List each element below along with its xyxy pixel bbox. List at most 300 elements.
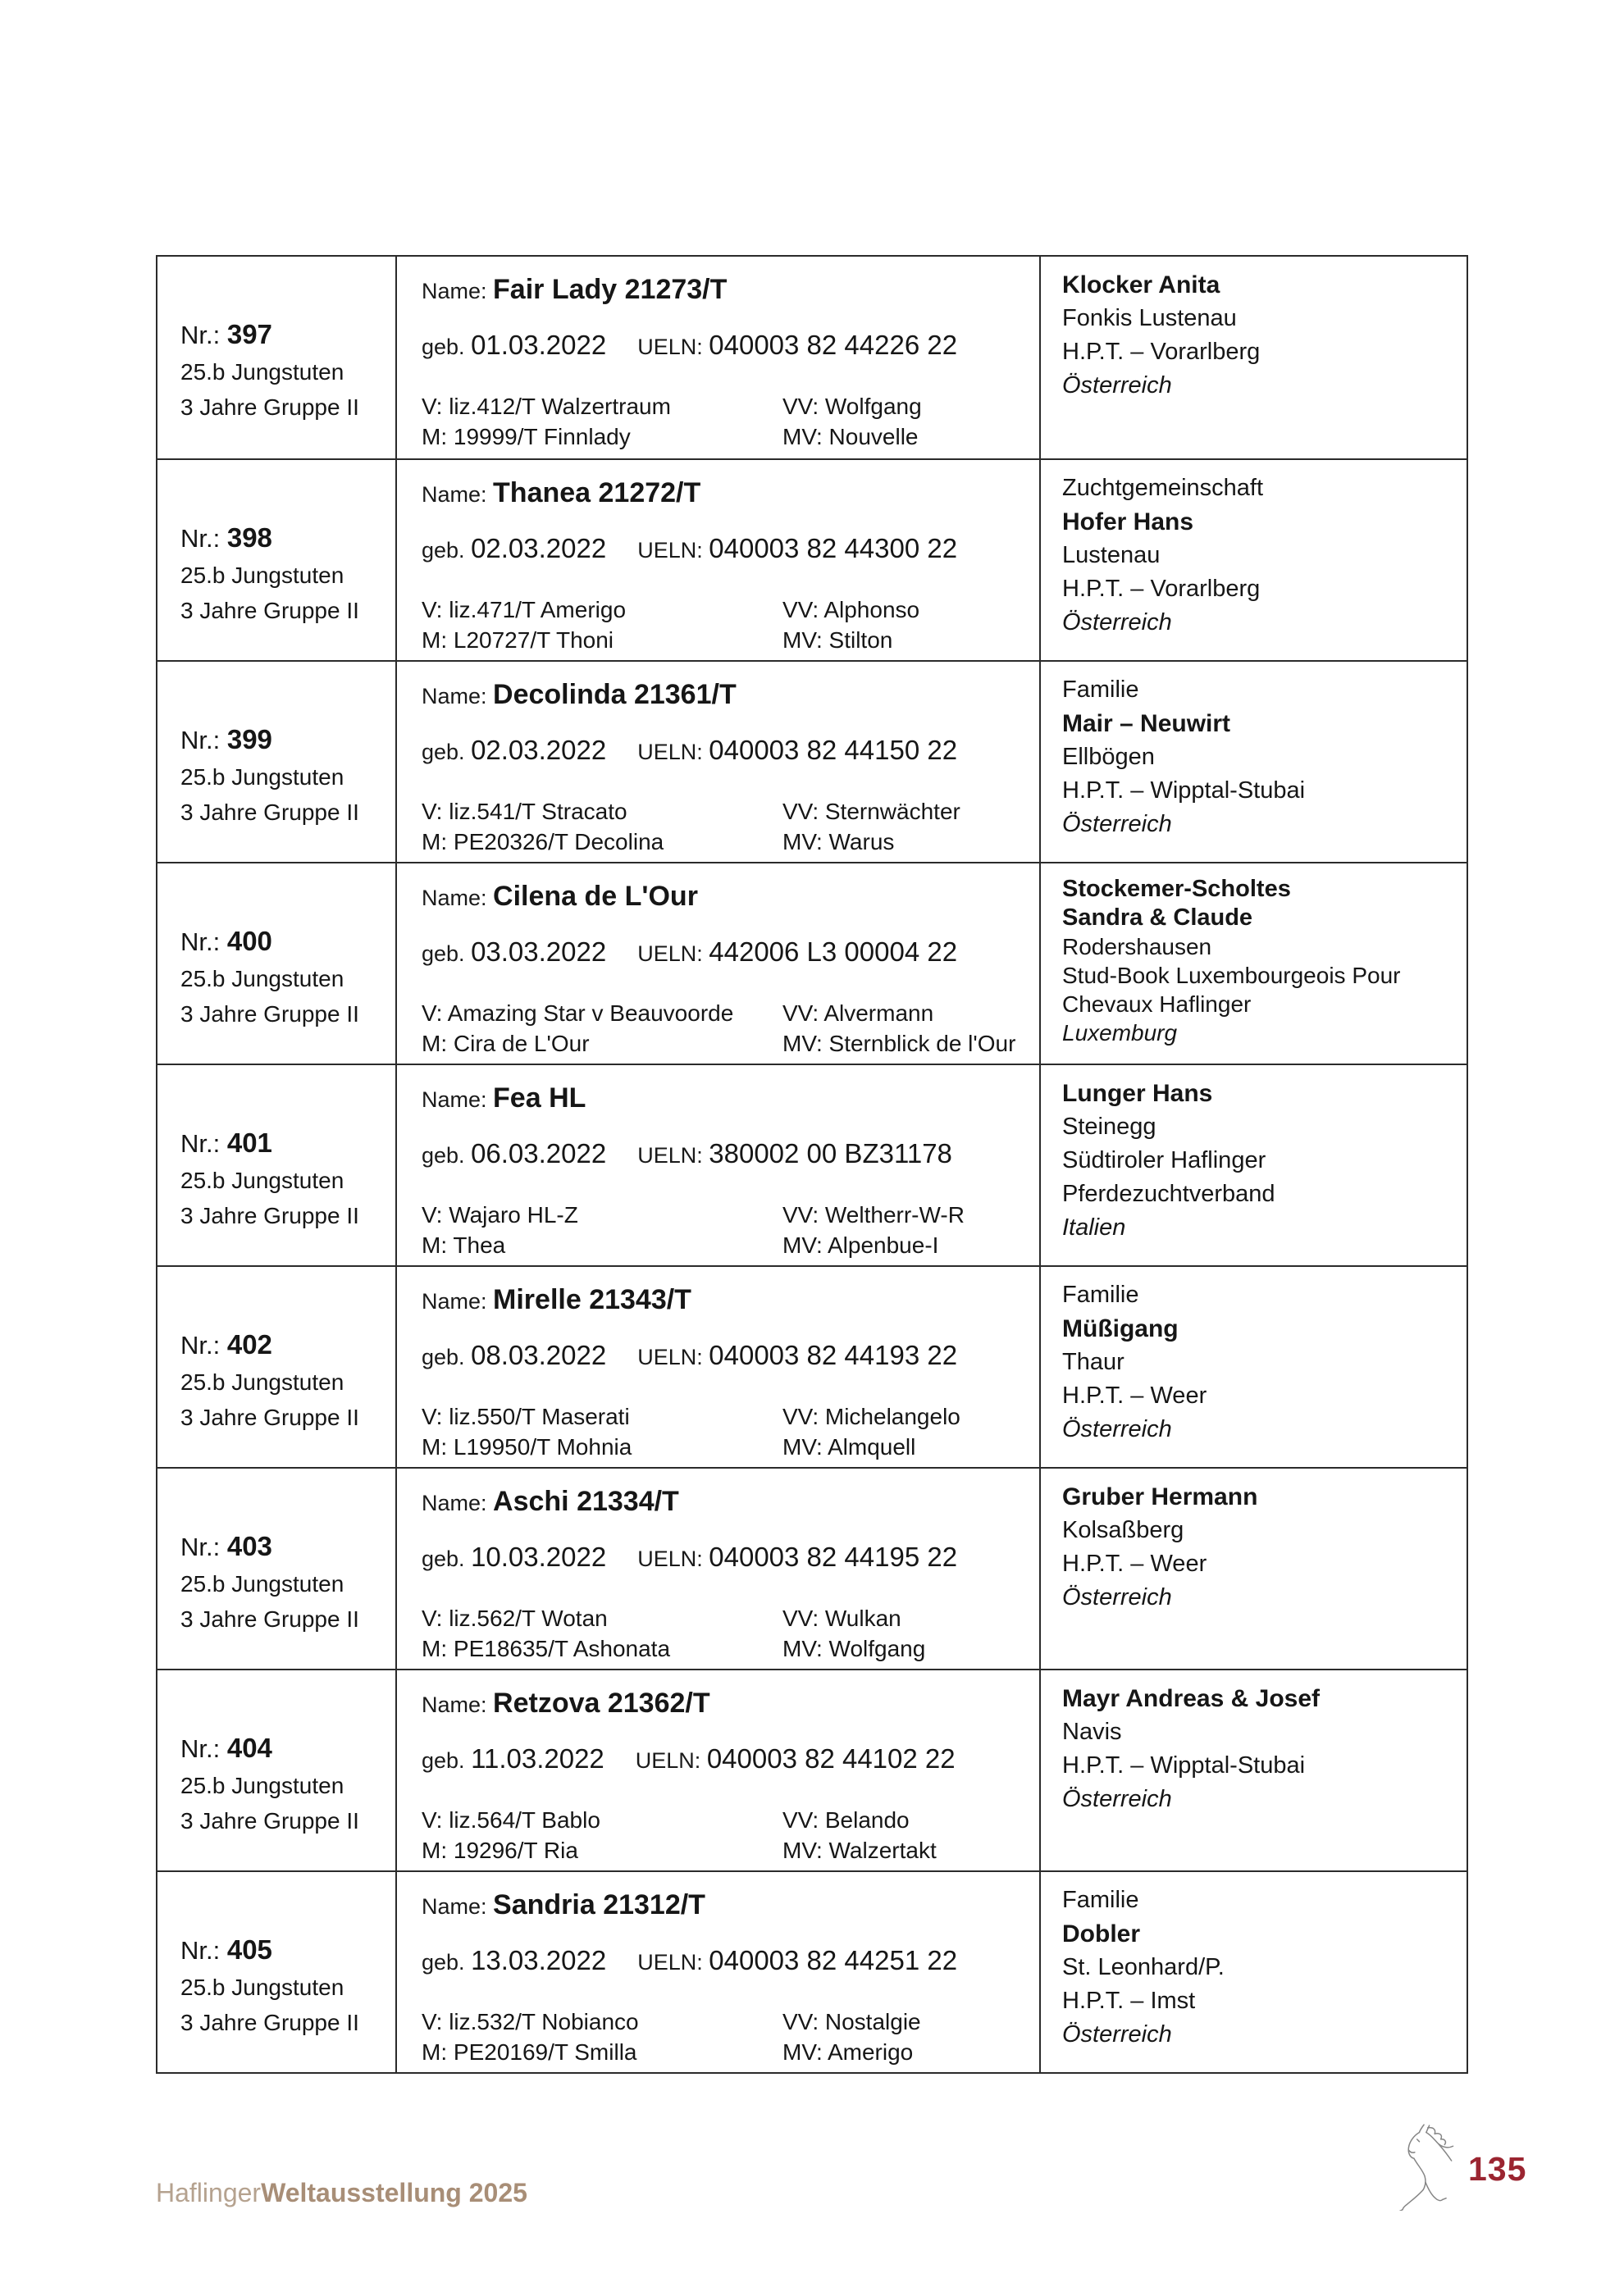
- sire-sire-label: VV:: [782, 1606, 825, 1631]
- horse-name: Mirelle 21343/T: [493, 1284, 691, 1315]
- ueln-label: UELN:: [635, 1748, 707, 1773]
- birth-date: 06.03.2022: [471, 1138, 607, 1168]
- dam-sire-line: [782, 1432, 1033, 1462]
- dam-sire-label: MV:: [782, 1838, 829, 1863]
- owner-line: Mayr Andreas & Josef: [1062, 1685, 1321, 1712]
- pedigree-block: [422, 1401, 1033, 1462]
- sire-label: V:: [422, 1404, 449, 1429]
- page-number: 135: [1468, 2150, 1527, 2188]
- birth-ueln-line: [422, 530, 1033, 573]
- entry-class: 25.b Jungstuten: [180, 1975, 344, 2000]
- sire-sire-label: VV:: [782, 1000, 824, 1026]
- sire-line: [422, 1200, 782, 1230]
- sire-sire-line: [782, 1401, 1033, 1432]
- entry-number-cell: [157, 257, 395, 458]
- dam-sire-label: MV:: [782, 829, 829, 854]
- sire-label: V:: [422, 799, 449, 824]
- name-label: Name:: [422, 684, 494, 708]
- sire-sire-name: Sternwächter: [824, 799, 960, 824]
- sire-sire-label: VV:: [782, 1404, 825, 1429]
- entry-class: 25.b Jungstuten: [180, 1571, 344, 1597]
- pedigree-parents: [422, 2007, 782, 2067]
- owner-cell: [1039, 257, 1467, 458]
- pedigree-block: [422, 2007, 1033, 2067]
- entry-number: 400: [226, 926, 272, 956]
- owner-line: Südtiroler Haflinger: [1062, 1147, 1266, 1173]
- dam-label: M:: [422, 829, 454, 854]
- pedigree-grandsires: [782, 391, 1033, 452]
- owner-cell: [1039, 1670, 1467, 1870]
- sire-name: liz.562/T Wotan: [449, 1606, 608, 1631]
- name-label: Name:: [422, 1289, 494, 1314]
- table-row: [157, 1870, 1467, 2072]
- pedigree-parents: [422, 1200, 782, 1260]
- pedigree-parents: [422, 1603, 782, 1664]
- pedigree-parents: [422, 998, 782, 1059]
- birth-date: 11.03.2022: [471, 1743, 604, 1774]
- birth-ueln-line: [422, 731, 1033, 775]
- sire-label: V:: [422, 1807, 449, 1833]
- dam-name: PE20169/T Smilla: [453, 2039, 637, 2065]
- owner-line: Dobler: [1062, 1920, 1141, 1947]
- dam-sire-name: Warus: [828, 829, 895, 854]
- pedigree-parents: [422, 1805, 782, 1866]
- birth-label: geb.: [422, 1547, 472, 1571]
- name-label: Name:: [422, 279, 494, 303]
- sire-sire-line: [782, 1603, 1033, 1633]
- birth-date: 02.03.2022: [471, 735, 607, 765]
- dam-sire-line: [782, 2037, 1033, 2067]
- entry-number: 405: [226, 1934, 272, 1965]
- entry-group: 3 Jahre Gruppe II: [180, 1808, 359, 1834]
- dam-label: M:: [422, 1636, 454, 1661]
- pedigree-parents: [422, 1401, 782, 1462]
- owner-line: H.P.T. – Wipptal-Stubai: [1062, 1752, 1306, 1779]
- owner-line: Lustenau: [1062, 542, 1161, 568]
- horse-name-line: [422, 473, 1033, 518]
- sire-name: Wajaro HL-Z: [449, 1202, 578, 1228]
- birth-ueln-line: [422, 1337, 1033, 1380]
- owner-line: Österreich: [1062, 1786, 1172, 1812]
- dam-sire-line: [782, 421, 1033, 452]
- nr-label: Nr.:: [180, 1936, 227, 1965]
- entry-number: 404: [226, 1733, 272, 1763]
- dam-sire-label: MV:: [782, 1434, 828, 1460]
- sire-sire-label: VV:: [782, 799, 825, 824]
- nr-label: Nr.:: [180, 927, 227, 956]
- entry-number-line: [180, 1124, 389, 1163]
- name-label: Name:: [422, 1692, 494, 1717]
- sire-label: V:: [422, 1606, 449, 1631]
- owner-cell: [1039, 460, 1467, 660]
- pedigree-parents: [422, 594, 782, 655]
- owner-line: Klocker Anita: [1062, 271, 1220, 298]
- horse-logo-icon: [1390, 2122, 1459, 2211]
- horse-details-cell: [395, 1469, 1039, 1669]
- dam-sire-name: Nouvelle: [828, 424, 919, 449]
- entry-group: 3 Jahre Gruppe II: [180, 1001, 359, 1027]
- horse-details-cell: [395, 257, 1039, 458]
- dam-name: 19296/T Ria: [453, 1838, 578, 1863]
- pedigree-grandsires: [782, 1200, 1033, 1260]
- horse-name-line: [422, 877, 1033, 922]
- birth-ueln-line: [422, 1538, 1033, 1582]
- sire-sire-label: VV:: [782, 1202, 825, 1228]
- owner-line: Navis: [1062, 1719, 1122, 1745]
- horse-details-cell: [395, 662, 1039, 862]
- pedigree-block: [422, 796, 1033, 857]
- pedigree-grandsires: [782, 1603, 1033, 1664]
- pedigree-block: [422, 1200, 1033, 1260]
- owner-line: H.P.T. – Weer: [1062, 1551, 1207, 1577]
- horse-name-line: [422, 1078, 1033, 1123]
- entry-class: 25.b Jungstuten: [180, 966, 344, 991]
- dam-line: [422, 625, 782, 655]
- horse-details-cell: [395, 863, 1039, 1064]
- owner-line: Sandra & Claude: [1062, 904, 1253, 931]
- owner-line: Österreich: [1062, 372, 1172, 399]
- birth-label: geb.: [422, 1748, 472, 1773]
- sire-sire-line: [782, 1200, 1033, 1230]
- owner-line: Stockemer-Scholtes: [1062, 876, 1291, 902]
- ueln-number: 442006 L3 00004 22: [709, 936, 958, 967]
- dam-line: [422, 1835, 782, 1866]
- footer-brand: [156, 2178, 527, 2208]
- sire-line: [422, 1603, 782, 1633]
- dam-label: M:: [422, 2039, 454, 2065]
- owner-line: St. Leonhard/P.: [1062, 1954, 1225, 1980]
- dam-line: [422, 1028, 782, 1059]
- owner-line: Österreich: [1062, 1584, 1172, 1610]
- dam-sire-line: [782, 1028, 1033, 1059]
- dam-sire-name: Alpenbue-I: [827, 1232, 939, 1258]
- sire-name: Amazing Star v Beauvoorde: [447, 1000, 734, 1026]
- nr-label: Nr.:: [180, 1331, 227, 1360]
- sire-sire-name: Belando: [824, 1807, 910, 1833]
- ueln-number: 380002 00 BZ31178: [709, 1138, 952, 1168]
- entry-group: 3 Jahre Gruppe II: [180, 1606, 359, 1632]
- entry-group: 3 Jahre Gruppe II: [180, 1405, 359, 1430]
- owner-cell: [1039, 863, 1467, 1064]
- sire-name: liz.532/T Nobianco: [449, 2009, 639, 2034]
- sire-sire-line: [782, 998, 1033, 1028]
- birth-ueln-line: [422, 1942, 1033, 1985]
- table-row: [157, 1064, 1467, 1265]
- sire-sire-name: Alphonso: [823, 597, 920, 622]
- name-label: Name:: [422, 1491, 494, 1515]
- horse-name-line: [422, 675, 1033, 720]
- pedigree-grandsires: [782, 2007, 1033, 2067]
- pedigree-parents: [422, 796, 782, 857]
- birth-ueln-line: [422, 1135, 1033, 1178]
- pedigree-block: [422, 594, 1033, 655]
- entry-number: 403: [226, 1531, 272, 1561]
- table-row: [157, 257, 1467, 458]
- horse-name: Fea HL: [493, 1082, 586, 1114]
- birth-date: 08.03.2022: [471, 1340, 607, 1370]
- birth-label: geb.: [422, 1143, 472, 1168]
- entry-group: 3 Jahre Gruppe II: [180, 2010, 359, 2035]
- entry-number-line: [180, 922, 389, 961]
- birth-ueln-line: [422, 933, 1033, 977]
- nr-label: Nr.:: [180, 726, 227, 754]
- ueln-label: UELN:: [637, 1345, 709, 1369]
- dam-name: L20727/T Thoni: [453, 627, 614, 653]
- entry-number-cell: [157, 662, 395, 862]
- birth-label: geb.: [422, 740, 472, 764]
- dam-sire-name: Wolfgang: [828, 1636, 926, 1661]
- dam-line: [422, 1432, 782, 1462]
- sire-label: V:: [422, 1202, 449, 1228]
- catalog-table: [156, 255, 1468, 2074]
- pedigree-grandsires: [782, 998, 1033, 1059]
- sire-sire-label: VV:: [782, 597, 824, 622]
- owner-line: Österreich: [1062, 811, 1172, 837]
- owner-line: Rodershausen: [1062, 934, 1212, 959]
- dam-sire-label: MV:: [782, 2039, 828, 2065]
- dam-sire-label: MV:: [782, 1031, 829, 1056]
- owner-line: Luxemburg: [1062, 1020, 1178, 1046]
- dam-sire-label: MV:: [782, 627, 829, 653]
- birth-date: 01.03.2022: [471, 330, 607, 360]
- owner-cell: [1039, 1065, 1467, 1265]
- birth-label: geb.: [422, 538, 472, 563]
- owner-line: Lunger Hans: [1062, 1080, 1213, 1107]
- horse-details-cell: [395, 1670, 1039, 1870]
- owner-line: Pferdezuchtverband: [1062, 1181, 1275, 1207]
- sire-sire-label: VV:: [782, 1807, 825, 1833]
- owner-line: Familie: [1062, 1282, 1139, 1308]
- ueln-number: 040003 82 44195 22: [709, 1542, 958, 1572]
- sire-sire-label: VV:: [782, 2009, 825, 2034]
- sire-name: liz.550/T Maserati: [449, 1404, 630, 1429]
- sire-label: V:: [422, 394, 449, 419]
- birth-label: geb.: [422, 335, 472, 359]
- dam-name: Cira de L'Our: [453, 1031, 590, 1056]
- sire-sire-label: VV:: [782, 394, 825, 419]
- birth-label: geb.: [422, 941, 472, 966]
- horse-details-cell: [395, 460, 1039, 660]
- ueln-number: 040003 82 44150 22: [709, 735, 958, 765]
- horse-name-line: [422, 1885, 1033, 1930]
- owner-line: H.P.T. – Imst: [1062, 1988, 1196, 2014]
- entry-number-cell: [157, 1670, 395, 1870]
- ueln-label: UELN:: [637, 1143, 709, 1168]
- sire-sire-line: [782, 391, 1033, 421]
- dam-sire-label: MV:: [782, 1636, 829, 1661]
- horse-name: Retzova 21362/T: [493, 1688, 710, 1719]
- pedigree-grandsires: [782, 1805, 1033, 1866]
- dam-sire-line: [782, 1633, 1033, 1664]
- sire-label: V:: [422, 597, 449, 622]
- horse-name: Sandria 21312/T: [493, 1889, 705, 1920]
- ueln-label: UELN:: [637, 1547, 709, 1571]
- nr-label: Nr.:: [180, 524, 227, 553]
- sire-sire-line: [782, 2007, 1033, 2037]
- sire-sire-line: [782, 796, 1033, 827]
- dam-label: M:: [422, 1434, 454, 1460]
- entry-number-line: [180, 721, 389, 759]
- entry-class: 25.b Jungstuten: [180, 764, 344, 790]
- sire-sire-line: [782, 594, 1033, 625]
- sire-line: [422, 1805, 782, 1835]
- owner-line: H.P.T. – Vorarlberg: [1062, 576, 1261, 602]
- entry-group: 3 Jahre Gruppe II: [180, 394, 359, 420]
- sire-line: [422, 594, 782, 625]
- sire-label: V:: [422, 2009, 449, 2034]
- owner-line: Zuchtgemeinschaft: [1062, 475, 1264, 501]
- owner-line: Österreich: [1062, 1416, 1172, 1442]
- nr-label: Nr.:: [180, 1734, 227, 1763]
- sire-line: [422, 391, 782, 421]
- ueln-label: UELN:: [637, 1950, 709, 1975]
- entry-number-line: [180, 1729, 389, 1768]
- nr-label: Nr.:: [180, 1129, 227, 1158]
- ueln-number: 040003 82 44102 22: [706, 1743, 956, 1774]
- pedigree-grandsires: [782, 594, 1033, 655]
- entry-number-cell: [157, 1872, 395, 2072]
- dam-sire-line: [782, 1835, 1033, 1866]
- owner-line: Hofer Hans: [1062, 508, 1194, 535]
- horse-name: Fair Lady 21273/T: [493, 274, 728, 305]
- birth-date: 10.03.2022: [471, 1542, 607, 1572]
- owner-cell: [1039, 1267, 1467, 1467]
- entry-number-cell: [157, 1469, 395, 1669]
- horse-details-cell: [395, 1872, 1039, 2072]
- entry-number-line: [180, 1326, 389, 1364]
- dam-name: PE20326/T Decolina: [453, 829, 664, 854]
- entry-number-cell: [157, 460, 395, 660]
- owner-line: Ellbögen: [1062, 744, 1155, 770]
- dam-sire-name: Amerigo: [827, 2039, 914, 2065]
- entry-number-line: [180, 1931, 389, 1970]
- dam-sire-line: [782, 827, 1033, 857]
- dam-sire-name: Almquell: [827, 1434, 916, 1460]
- owner-line: Familie: [1062, 1887, 1139, 1913]
- ueln-label: UELN:: [637, 941, 709, 966]
- sire-sire-name: Nostalgie: [824, 2009, 921, 2034]
- owner-cell: [1039, 662, 1467, 862]
- dam-sire-label: MV:: [782, 424, 829, 449]
- entry-number: 398: [226, 522, 272, 553]
- entry-class: 25.b Jungstuten: [180, 359, 344, 385]
- owner-line: Steinegg: [1062, 1114, 1156, 1140]
- pedigree-grandsires: [782, 796, 1033, 857]
- dam-line: [422, 2037, 782, 2067]
- table-row: [157, 1467, 1467, 1669]
- horse-name-line: [422, 1482, 1033, 1527]
- dam-sire-name: Sternblick de l'Our: [828, 1031, 1016, 1056]
- footer-brand-bold: Weltausstellung 2025: [261, 2178, 527, 2207]
- dam-sire-name: Stilton: [828, 627, 893, 653]
- pedigree-block: [422, 391, 1033, 452]
- owner-line: Stud-Book Luxembourgeois Pour: [1062, 963, 1401, 988]
- pedigree-grandsires: [782, 1401, 1033, 1462]
- birth-label: geb.: [422, 1950, 472, 1975]
- dam-sire-line: [782, 625, 1033, 655]
- sire-name: liz.541/T Stracato: [449, 799, 627, 824]
- horse-name-line: [422, 270, 1033, 315]
- birth-date: 02.03.2022: [471, 533, 607, 563]
- horse-details-cell: [395, 1065, 1039, 1265]
- sire-line: [422, 796, 782, 827]
- dam-label: M:: [422, 1232, 454, 1258]
- owner-line: H.P.T. – Vorarlberg: [1062, 339, 1261, 365]
- horse-details-cell: [395, 1267, 1039, 1467]
- entry-class: 25.b Jungstuten: [180, 563, 344, 588]
- entry-number: 399: [226, 724, 272, 754]
- pedigree-parents: [422, 391, 782, 452]
- table-row: [157, 1265, 1467, 1467]
- owner-line: Gruber Hermann: [1062, 1483, 1258, 1510]
- nr-label: Nr.:: [180, 321, 227, 349]
- owner-line: Österreich: [1062, 609, 1172, 636]
- entry-class: 25.b Jungstuten: [180, 1773, 344, 1798]
- owner-line: H.P.T. – Weer: [1062, 1383, 1207, 1409]
- pedigree-block: [422, 1603, 1033, 1664]
- horse-name-line: [422, 1280, 1033, 1325]
- entry-class: 25.b Jungstuten: [180, 1369, 344, 1395]
- owner-line: Österreich: [1062, 2021, 1172, 2048]
- dam-line: [422, 421, 782, 452]
- birth-date: 03.03.2022: [471, 936, 607, 967]
- entry-number: 401: [226, 1128, 272, 1158]
- table-row: [157, 660, 1467, 862]
- entry-number: 402: [226, 1329, 272, 1360]
- dam-name: PE18635/T Ashonata: [453, 1636, 671, 1661]
- sire-sire-name: Michelangelo: [824, 1404, 960, 1429]
- dam-label: M:: [422, 424, 454, 449]
- dam-sire-name: Walzertakt: [828, 1838, 937, 1863]
- dam-sire-label: MV:: [782, 1232, 828, 1258]
- entry-number-line: [180, 316, 389, 354]
- entry-group: 3 Jahre Gruppe II: [180, 598, 359, 623]
- entry-group: 3 Jahre Gruppe II: [180, 800, 359, 825]
- owner-line: H.P.T. – Wipptal-Stubai: [1062, 777, 1306, 804]
- sire-sire-name: Alvermann: [823, 1000, 934, 1026]
- entry-number-line: [180, 1528, 389, 1566]
- name-label: Name:: [422, 1894, 494, 1919]
- nr-label: Nr.:: [180, 1533, 227, 1561]
- owner-line: Italien: [1062, 1214, 1126, 1241]
- owner-line: Kolsaßberg: [1062, 1517, 1184, 1543]
- owner-cell: [1039, 1872, 1467, 2072]
- entry-number-cell: [157, 1065, 395, 1265]
- sire-line: [422, 998, 782, 1028]
- horse-name: Aschi 21334/T: [493, 1486, 679, 1517]
- dam-line: [422, 1633, 782, 1664]
- sire-name: liz.564/T Bablo: [449, 1807, 600, 1833]
- footer-brand-light: Haflinger: [156, 2178, 262, 2207]
- pedigree-block: [422, 1805, 1033, 1866]
- sire-name: liz.412/T Walzertraum: [449, 394, 671, 419]
- dam-line: [422, 827, 782, 857]
- owner-cell: [1039, 1469, 1467, 1669]
- owner-line: Familie: [1062, 676, 1139, 703]
- entry-group: 3 Jahre Gruppe II: [180, 1203, 359, 1228]
- owner-line: Thaur: [1062, 1349, 1124, 1375]
- table-row: [157, 1669, 1467, 1870]
- entry-class: 25.b Jungstuten: [180, 1168, 344, 1193]
- owner-line: Fonkis Lustenau: [1062, 305, 1237, 331]
- entry-number-line: [180, 519, 389, 558]
- dam-name: L19950/T Mohnia: [453, 1434, 632, 1460]
- ueln-label: UELN:: [637, 335, 709, 359]
- ueln-label: UELN:: [637, 740, 709, 764]
- owner-line: Chevaux Haflinger: [1062, 991, 1252, 1017]
- horse-name: Decolinda 21361/T: [493, 679, 737, 710]
- horse-name: Cilena de L'Our: [493, 881, 698, 912]
